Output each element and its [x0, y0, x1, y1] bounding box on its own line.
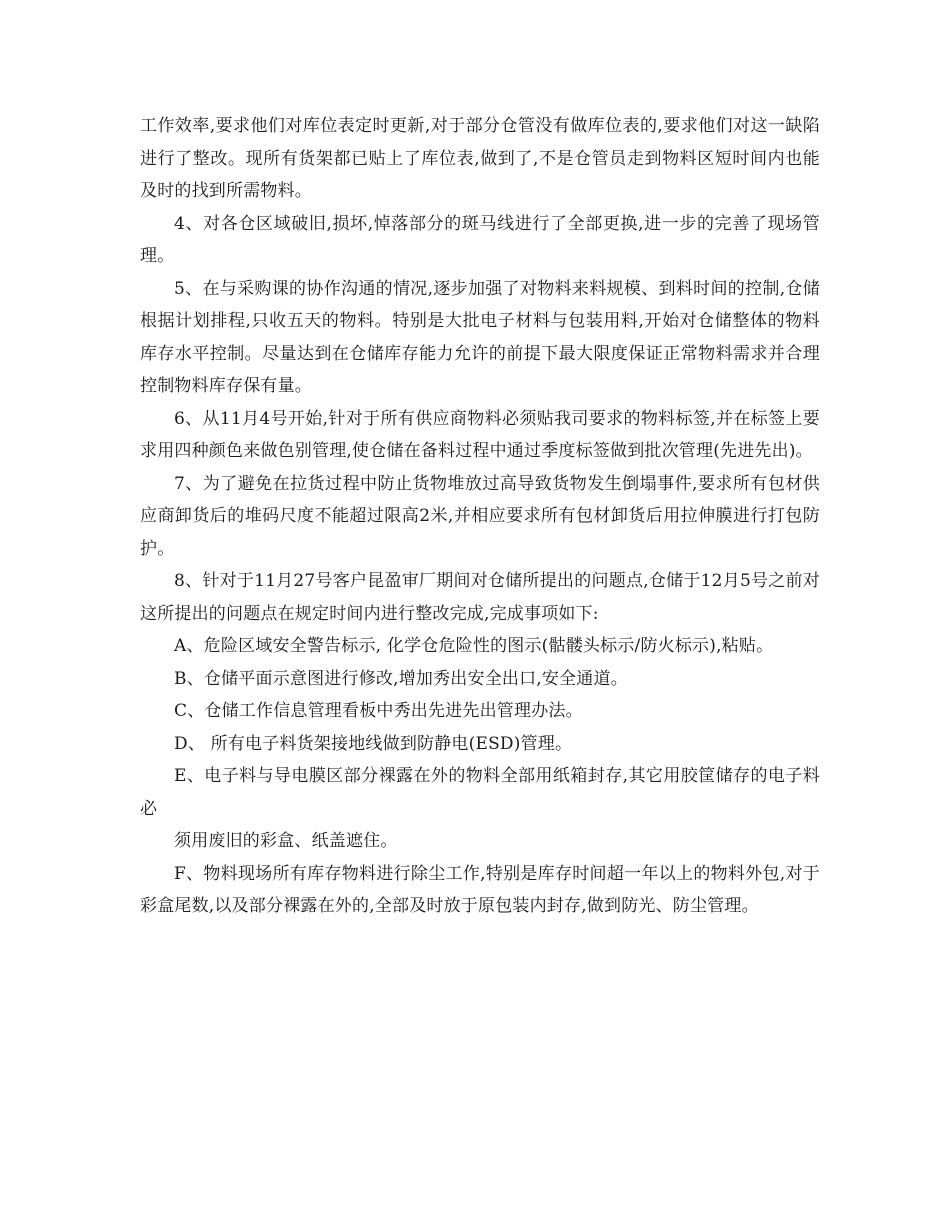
- paragraph-subitem-e-continued: 须用废旧的彩盒、纸盖遮住。: [174, 831, 398, 851]
- paragraph-subitem-d: D、 所有电子料货架接地线做到防静电(ESD)管理。: [174, 733, 573, 754]
- paragraph-subitem-b: B、仓储平面示意图进行修改,增加秀出安全出口,安全通道。: [174, 668, 628, 689]
- paragraph-subitem-a: A、危险区域安全警告标示, 化学仓危险性的图示(骷髅头标示/防火标示),粘贴。: [174, 636, 774, 656]
- paragraph-item-5: 5、在与采购课的协作沟通的情况,逐步加强了对物料来料规模、到料时间的控制,仓储根据计划排程,只收五天的物料。特别是大批电子材料与包装用料,开始对仓储整体的物料库存水平控制。尽量达到在仓储库存能力允许的前提下最大限度保证正常物料需求并合理控制物料库存保有量。: [140, 278, 820, 396]
- paragraph-item-7: 7、为了避免在拉货过程中防止货物堆放过高导致货物发生倒塌事件,要求所有包材供应商卸货后的堆码尺度不能超过限高2米,并相应要求所有包材卸货后用拉伸膜进行打包防护。: [140, 473, 820, 559]
- paragraph-intro: 工作效率,要求他们对库位表定时更新,对于部分仓管没有做库位表的,要求他们对这一缺陷进行了整改。现所有货架都已贴上了库位表,做到了,不是仓管员走到物料区短时间内也能及时的找到所需物料。: [140, 116, 820, 201]
- document-body: [140, 110, 820, 923]
- paragraph-item-6: 6、从11月4号开始,针对于所有供应商物料必须贴我司要求的物料标签,并在标签上要求用四种颜色来做色别管理,使仓储在备料过程中通过季度标签做到批次管理(先进先出)。: [140, 408, 820, 461]
- paragraph-item-8: 8、针对于11月27号客户昆盈审厂期间对仓储所提出的问题点,仓储于12月5号之前对这所提出的问题点在规定时间内进行整改完成,完成事项如下:: [140, 571, 820, 624]
- paragraph-subitem-f: F、物料现场所有库存物料进行除尘工作,特别是库存时间超一年以上的物料外包,对于彩盒尾数,以及部分裸露在外的,全部及时放于原包装内封存,做到防光、防尘管理。: [140, 863, 820, 916]
- paragraph-subitem-e: E、电子料与导电膜区部分裸露在外的物料全部用纸箱封存,其它用胶筐储存的电子料必: [140, 766, 820, 819]
- paragraph-item-4: 4、对各仓区域破旧,损坏,悼落部分的斑马线进行了全部更换,进一步的完善了现场管理。: [140, 213, 820, 266]
- paragraph-subitem-c: C、仓储工作信息管理看板中秀出先进先出管理办法。: [174, 701, 583, 721]
